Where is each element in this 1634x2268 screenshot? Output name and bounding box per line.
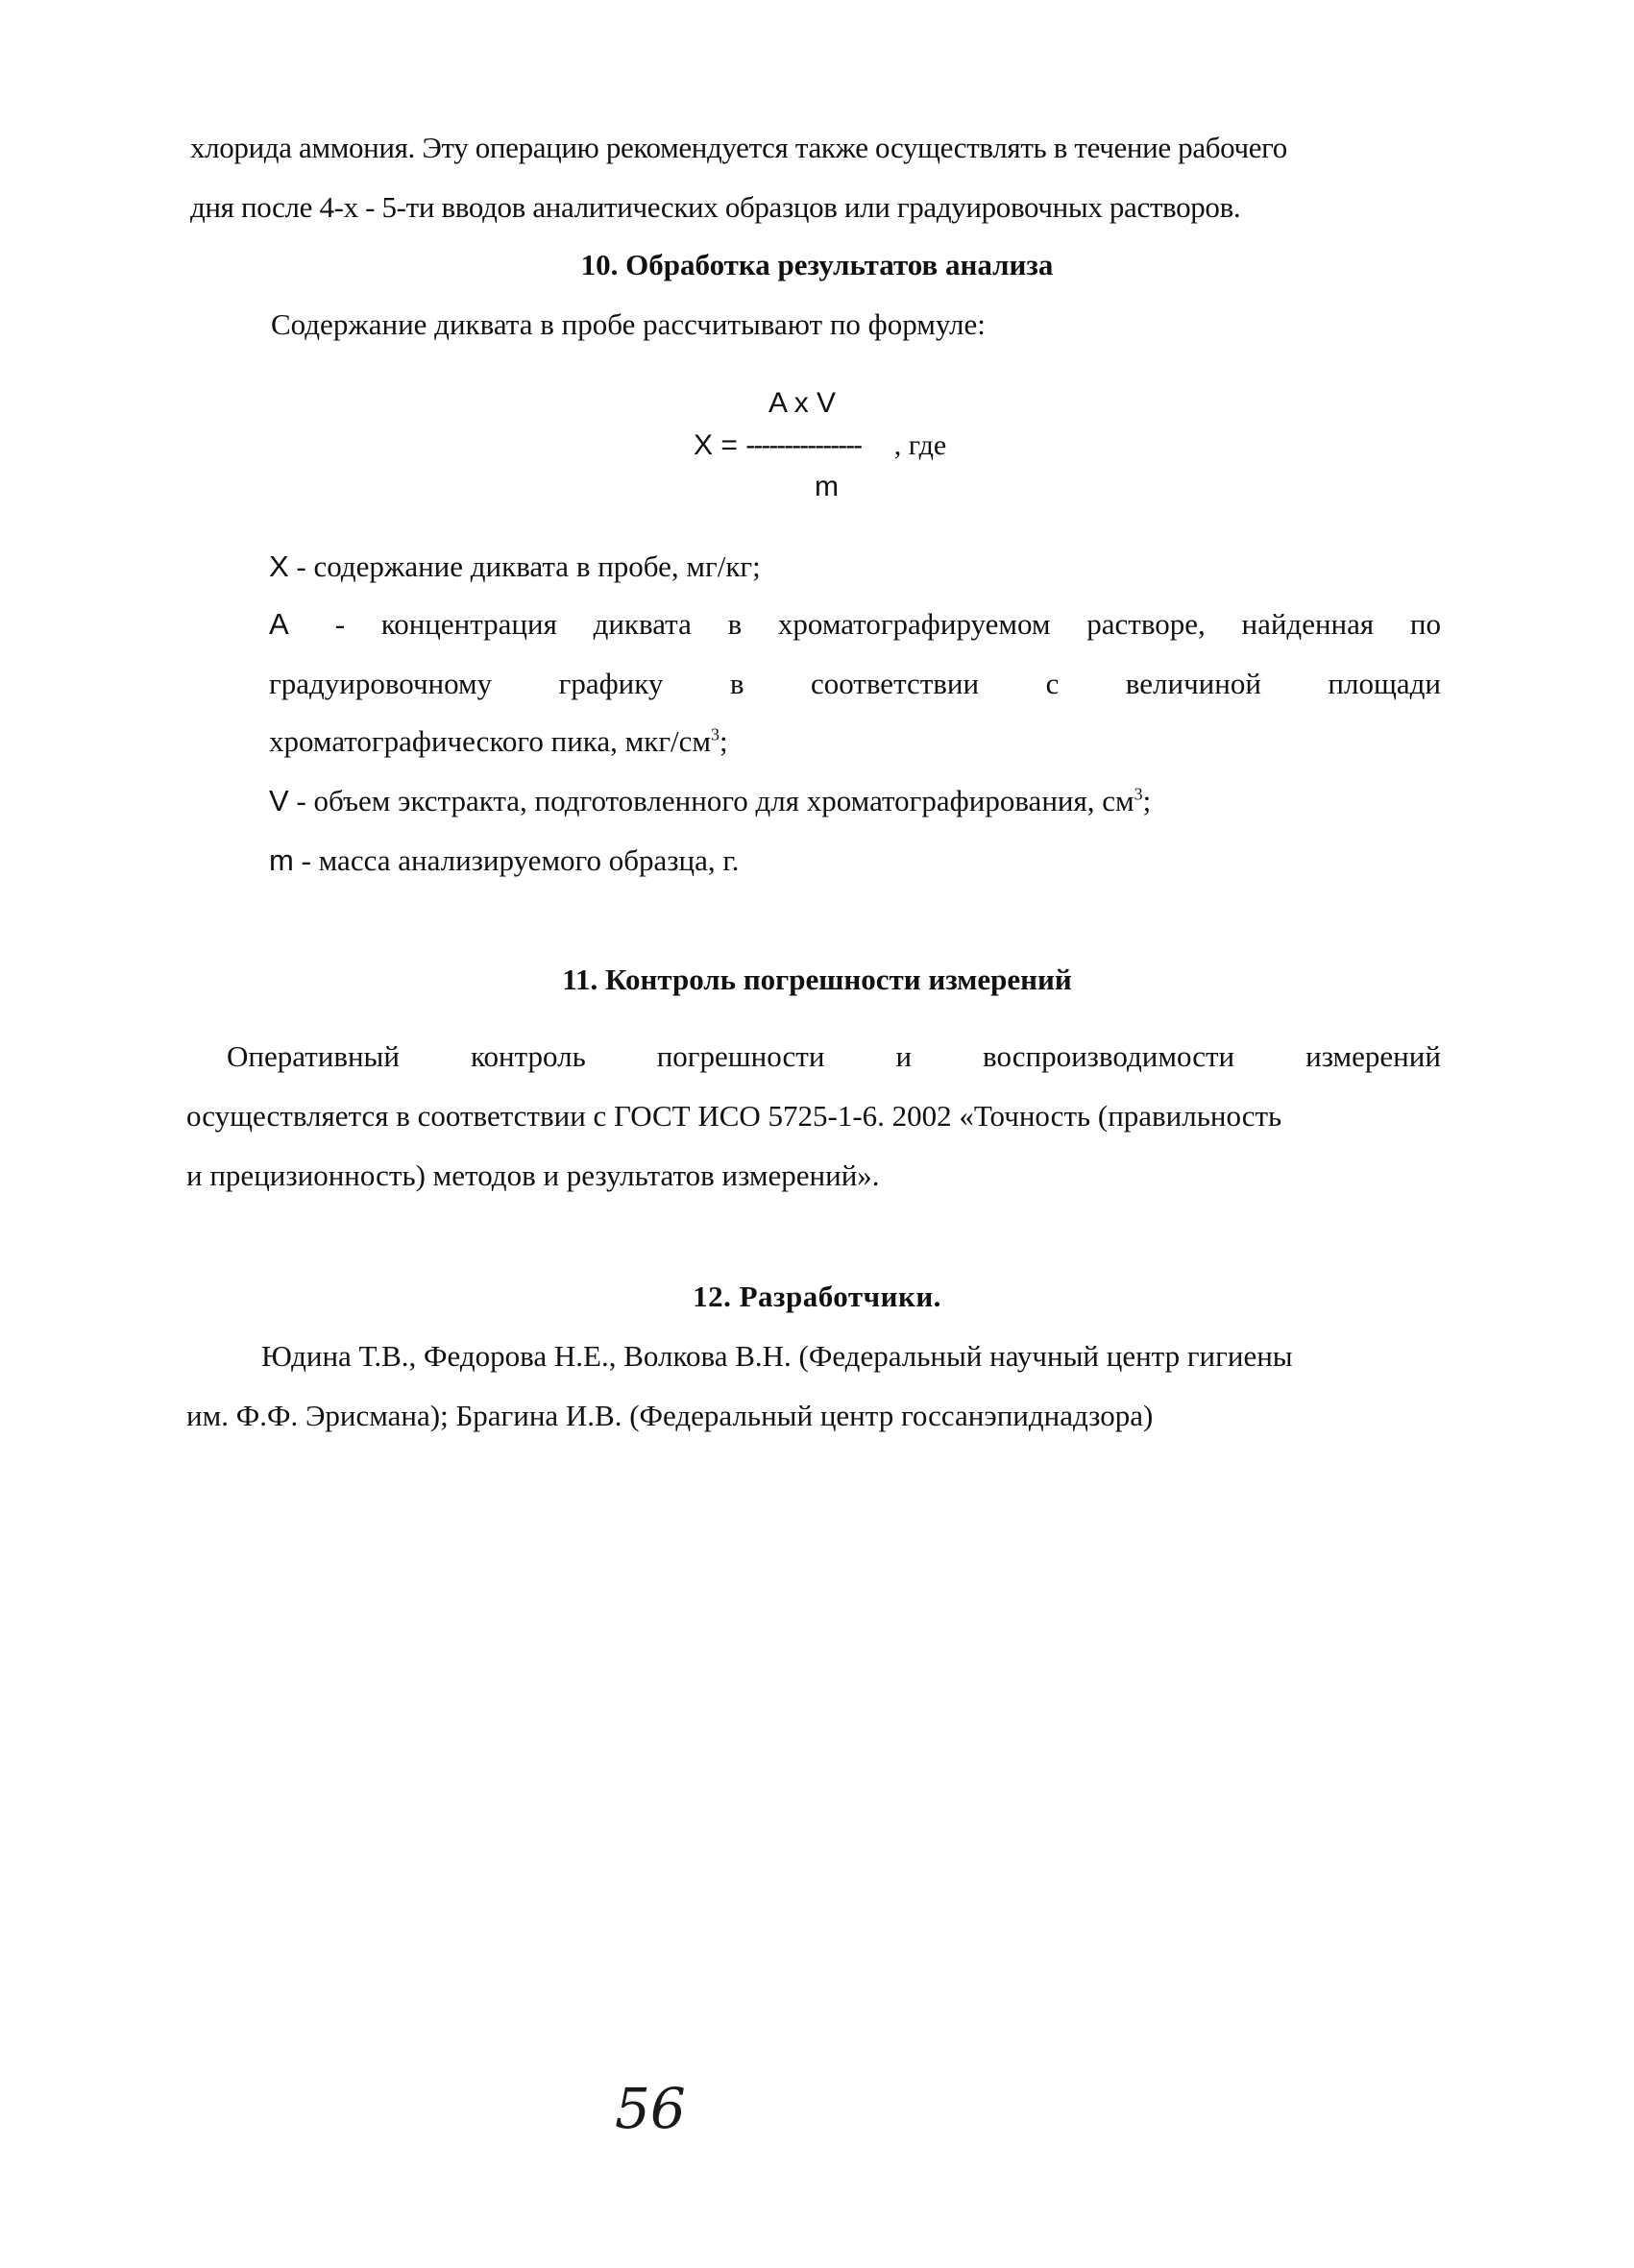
a-line2-word: площади	[1328, 667, 1441, 700]
a-line1-word: в	[727, 607, 743, 641]
s11-word: контроль	[471, 1039, 586, 1073]
semicolon: ;	[1142, 784, 1152, 817]
a-line2-word: графику	[558, 667, 664, 700]
definition-m	[269, 841, 739, 880]
a-line1-word: хроматографируемом	[777, 607, 1051, 641]
definition-a-symbol: A	[269, 607, 289, 641]
formula-lhs: X =	[694, 429, 738, 461]
a-line1-word: растворе,	[1086, 607, 1206, 641]
a-line2-word: в	[729, 667, 744, 700]
section-12-line-2: им. Ф.Ф. Эрисмана); Брагина И.В. (Федеральный центр госсанэпиднадзора)	[186, 1399, 1154, 1432]
a-line2-word: градуировочному	[269, 667, 493, 700]
semicolon: ;	[719, 724, 728, 758]
definition-x	[269, 548, 761, 586]
a-line2-word: с	[1045, 667, 1060, 700]
section-12-line-1: Юдина Т.В., Федорова Н.Е., Волкова В.Н. (Федеральный научный центр гигиены	[261, 1339, 1293, 1373]
section-11-line-3: и прецизионность) методов и результатов измерений».	[186, 1158, 880, 1192]
a-line1-word: диквата	[593, 607, 692, 641]
definition-v-symbol: V	[269, 784, 289, 817]
paragraph-line-2: дня после 4-х - 5-ти вводов аналитических образцов или градуировочных растворов.	[190, 190, 1241, 224]
definition-v	[269, 782, 1151, 820]
page-number: 56	[615, 2076, 686, 2141]
a-line2-word: величиной	[1125, 667, 1261, 700]
superscript: 3	[1134, 784, 1143, 804]
s11-word: измерений	[1305, 1039, 1441, 1073]
section-11-line-1	[227, 1037, 1441, 1076]
definition-m-text: - масса анализируемого образца, г.	[293, 843, 740, 877]
section-11-line-2: осуществляется в соответствии с ГОСТ ИСО 5725-1-6. 2002 «Точность (правильность	[186, 1099, 1282, 1133]
a-line1-word: по	[1409, 607, 1441, 641]
definition-a-line-3	[269, 722, 728, 761]
paragraph-line-1: хлорида аммония. Эту операцию рекомендуется также осуществлять в течение рабочего	[190, 131, 1287, 164]
definition-v-text: - объем экстракта, подготовленного для хроматографирования, см	[288, 784, 1134, 817]
a-line1-word: найденная	[1241, 607, 1375, 641]
a-line2-word: соответствии	[810, 667, 980, 700]
formula-suffix: , где	[893, 429, 947, 461]
formula-intro: Содержание диквата в пробе рассчитывают по формуле:	[271, 307, 986, 341]
formula-fraction-bar: ---------------	[745, 429, 862, 461]
section-10-heading: 10. Обработка результатов анализа	[580, 248, 1054, 281]
definition-a-line-1	[269, 605, 1441, 644]
formula-numerator: A x V	[768, 387, 837, 419]
definition-a-unit-text: хроматографического пика, мкг/см	[269, 724, 712, 758]
section-11-heading: 11. Контроль погрешности измерений	[562, 963, 1072, 996]
s11-word: погрешности	[656, 1039, 825, 1073]
definition-a-dash: -	[334, 607, 346, 641]
definition-x-symbol: X	[269, 549, 289, 583]
formula-denominator: m	[815, 471, 839, 502]
definition-m-symbol: m	[269, 843, 294, 877]
section-12-heading: 12. Разработчики.	[693, 1280, 941, 1313]
s11-word: и	[895, 1039, 913, 1073]
formula-main-row	[694, 428, 946, 463]
definition-a-line-2	[269, 665, 1441, 703]
definition-x-text: - содержание диквата в пробе, мг/кг;	[288, 549, 761, 583]
a-line1-word: концентрация	[380, 607, 557, 641]
superscript: 3	[711, 724, 720, 744]
s11-word: воспроизводимости	[983, 1039, 1235, 1073]
s11-word: Оперативный	[227, 1039, 400, 1073]
